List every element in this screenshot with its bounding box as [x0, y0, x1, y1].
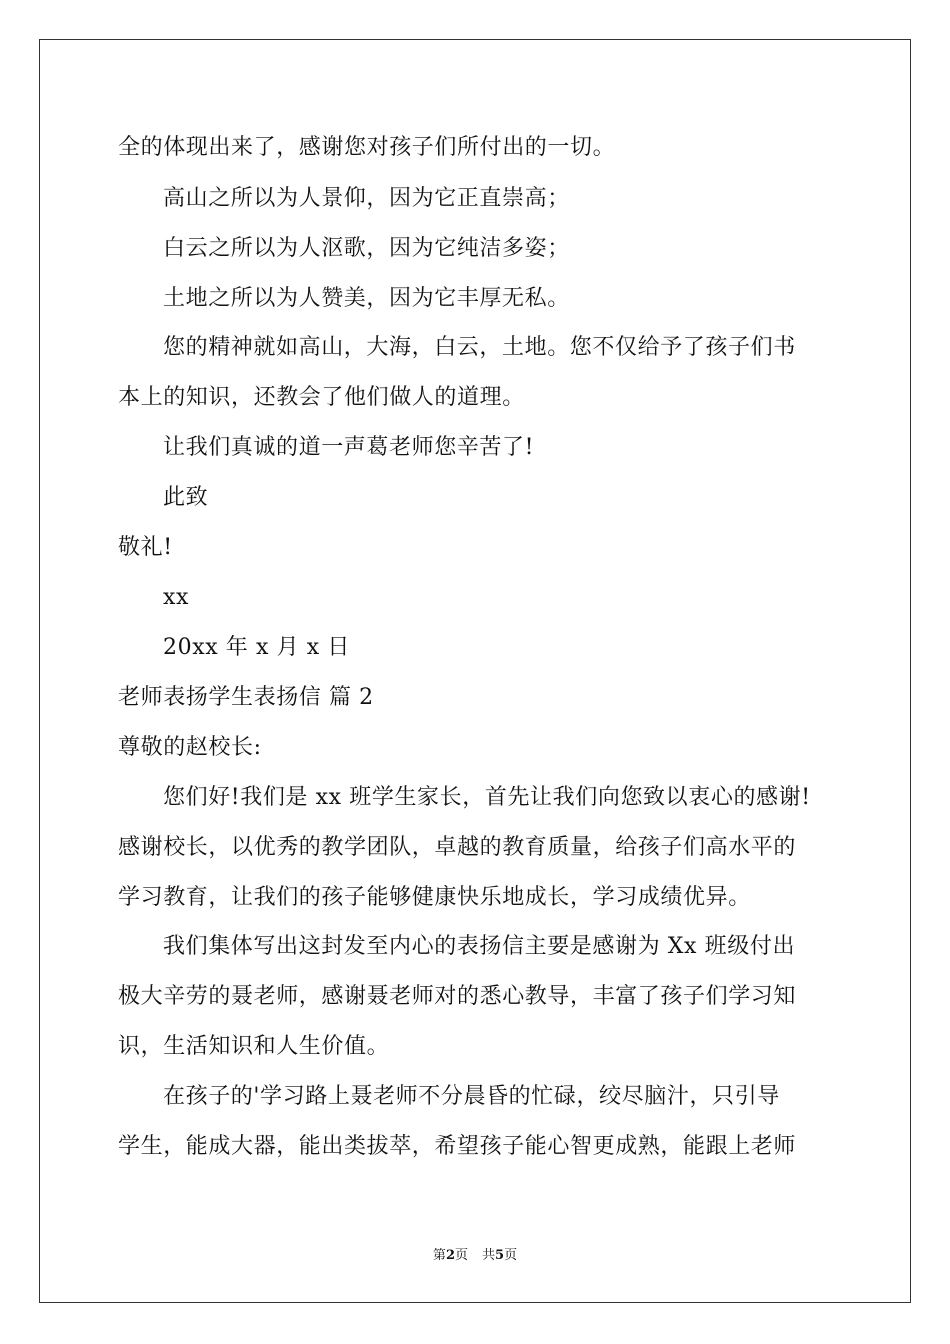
body-line: 识，生活知识和人生价值。 — [118, 1034, 390, 1059]
salutation-closing: 此致 — [163, 485, 209, 510]
body-line: 让我们真诚的道一声葛老师您辛苦了! — [163, 435, 535, 460]
footer-total-prefix: 共 — [482, 1248, 496, 1263]
body-line: 高山之所以为人景仰，因为它正直崇高； — [163, 186, 570, 211]
body-line: 您们好!我们是 xx 班学生家长，首先让我们向您致以衷心的感谢! — [163, 785, 811, 810]
body-line: 本上的知识，还教会了他们做人的道理。 — [118, 385, 525, 410]
footer-total-suffix: 页 — [504, 1248, 518, 1263]
signature-name: xx — [163, 585, 190, 610]
footer-page-prefix: 第 — [432, 1248, 446, 1263]
body-line: 土地之所以为人赞美，因为它丰厚无私。 — [163, 286, 570, 311]
body-line: 感谢校长，以优秀的教学团队，卓越的教育质量，给孩子们高水平的 — [118, 835, 797, 860]
body-line: 学习教育，让我们的孩子能够健康快乐地成长，学习成绩优异。 — [118, 885, 751, 910]
section-heading: 老师表扬学生表扬信 篇 2 — [118, 685, 374, 710]
body-line: 全的体现出来了，感谢您对孩子们所付出的一切。 — [118, 135, 616, 160]
page-border — [39, 39, 911, 1303]
signature-date: 20xx 年 x 月 x 日 — [163, 635, 350, 660]
body-line: 我们集体写出这封发至内心的表扬信主要是感谢为 Xx 班级付出 — [163, 934, 796, 959]
body-line: 白云之所以为人沤歌，因为它纯洁多姿； — [163, 236, 570, 261]
letter-greeting: 尊敬的赵校长: — [118, 735, 262, 760]
salutation-regards: 敬礼! — [118, 535, 173, 560]
footer-page-suffix: 页 — [454, 1248, 468, 1263]
footer-page-number: 2 — [445, 1248, 455, 1263]
page-footer — [0, 1247, 950, 1265]
body-line: 极大辛劳的聂老师，感谢聂老师对的悉心教导，丰富了孩子们学习知 — [118, 984, 797, 1009]
body-line: 您的精神就如高山，大海，白云，土地。您不仅给予了孩子们书 — [163, 335, 796, 360]
body-line: 学生，能成大器，能出类拔萃，希望孩子能心智更成熟，能跟上老师 — [118, 1134, 797, 1159]
body-line: 在孩子的'学习路上聂老师不分晨昏的忙碌，绞尽脑汁，只引导 — [163, 1084, 780, 1109]
footer-total-pages: 5 — [495, 1248, 505, 1263]
